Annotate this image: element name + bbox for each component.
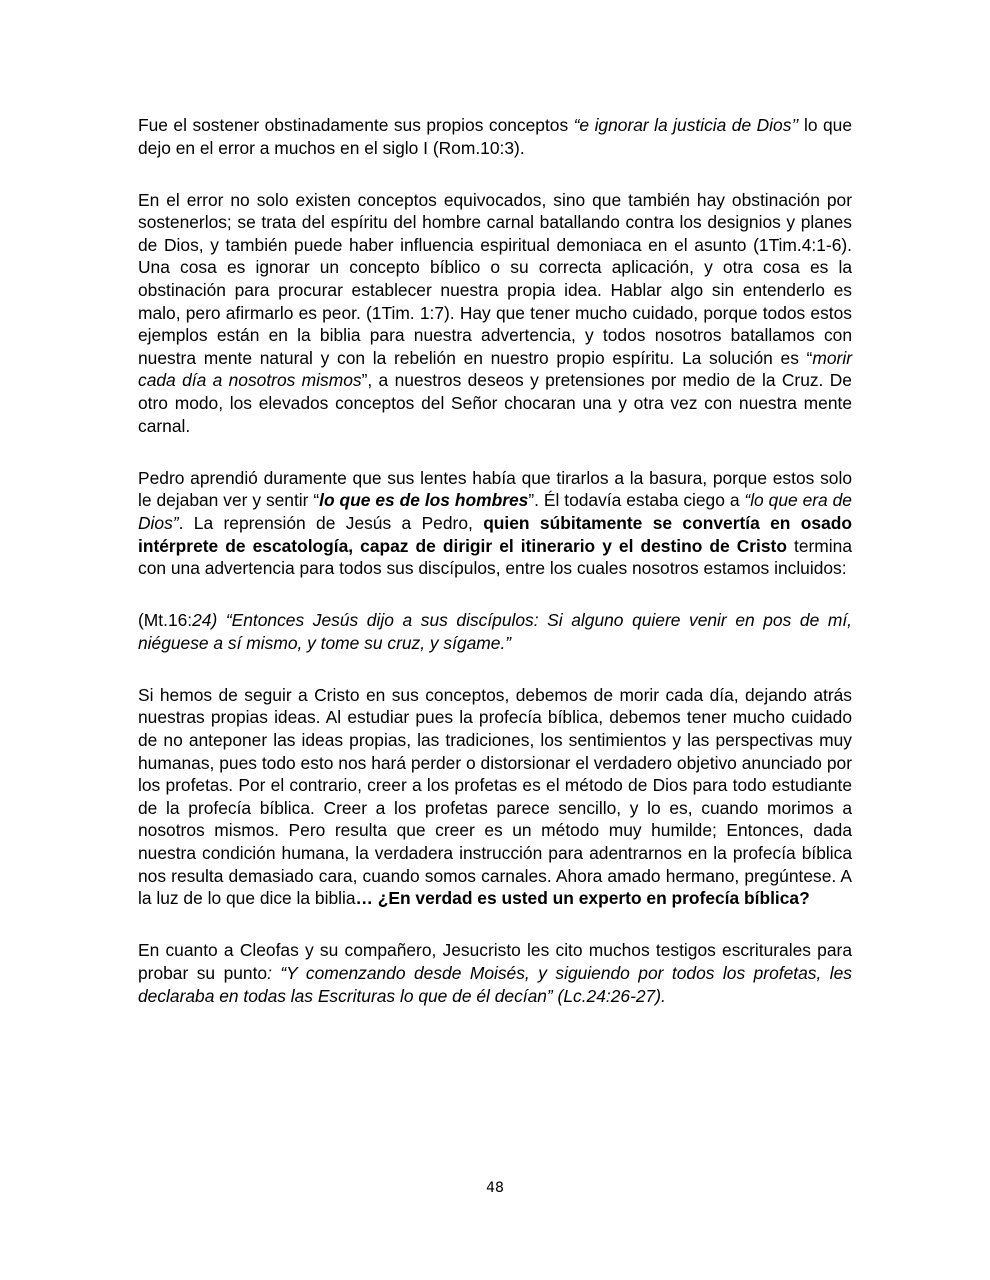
- text-run: lo que dejo en el error a muchos en el siglo I (Rom.10:3).: [138, 115, 852, 158]
- paragraph: [138, 467, 852, 580]
- text-run: En cuanto a Cleofas y su compañero, Jesucristo les cito muchos testigos escriturales para probar su punto: [138, 940, 852, 983]
- bold-text: … ¿En verdad es usted un experto en profecía bíblica?: [355, 888, 810, 909]
- text-run: ”, a nuestros deseos y pretensiones por medio de la Cruz. De otro modo, los elevados conceptos del Señor chocaran una y otra vez con nuestra mente carnal.: [138, 370, 852, 436]
- text-run: Fue el sostener obstinadamente sus propios conceptos: [138, 115, 574, 135]
- paragraph: [138, 114, 852, 159]
- page-number: 48: [486, 1180, 504, 1196]
- text-run: En el error no solo existen conceptos equivocados, sino que también hay obstinación por sostenerlos; se trata del espíritu del hombre carnal batallando contra los designios y planes de Dios, y también puede haber influencia espiritual demoniaca en el asunto (1Tim.4:1-6). Una cosa es ignorar un concepto bíblico o su correcta aplicación, y otra cosa es la obstinación para procurar establecer nuestra propia idea. Hablar algo sin entenderlo es malo, pero afirmarlo es peor. (1Tim. 1:7). Hay que tener mucho cuidado, porque todos estos ejemplos están en la biblia para nuestra advertencia, y todos nosotros batallamos con nuestra mente natural y con la rebelión en nuestro propio espíritu. La solución es “: [138, 189, 852, 368]
- italic-text: “lo que era de Dios”: [138, 490, 852, 533]
- paragraph: [138, 189, 852, 438]
- text-run: . La reprensión de Jesús a Pedro,: [178, 512, 484, 533]
- text-run: (Mt.16:: [138, 610, 193, 631]
- italic-text: 24) “Entonces Jesús dijo a sus discípulos: Si alguno quiere venir en pos de mí, niéguese a sí mismo, y tome su cruz, y sígame.”: [138, 610, 852, 653]
- bold-text: quien súbitamente se convertía en osado intérprete de escatología, capaz de dirigir el itinerario y el destino de Cristo: [138, 512, 852, 556]
- italic-text: : “Y comenzando desde Moisés, y siguiendo por todos los profetas, les declaraba en todas las Escrituras lo que de él decían” (Lc.24:26-27).: [138, 962, 852, 1006]
- italic-text: “e ignorar la justicia de Dios’’: [573, 115, 799, 135]
- bold-italic-text: lo que es de los hombres: [319, 490, 529, 511]
- paragraph: [138, 939, 852, 1007]
- page-body: [138, 114, 852, 1037]
- text-run: ”. Él todavía estaba ciego a: [528, 490, 745, 511]
- paragraph: [138, 609, 852, 654]
- text-run: termina con una advertencia para todos sus discípulos, entre los cuales nosotros estamos incluidos:: [138, 535, 852, 579]
- text-run: Si hemos de seguir a Cristo en sus conceptos, debemos de morir cada día, dejando atrás nuestras propias ideas. Al estudiar pues la profecía bíblica, debemos tener mucho cuidado de no anteponer las ideas propias, las tradiciones, los sentimientos y las perspectivas muy humanas, pues todo esto nos hará perder o distorsionar el verdadero objetivo anunciado por los profetas. Por el contrario, creer a los profetas es el método de Dios para todo estudiante de la profecía bíblica. Creer a los profetas parece sencillo, y lo es, cuando morimos a nosotros mismos. Pero resulta que creer es un método muy humilde; Entonces, dada nuestra condición humana, la verdadera instrucción para adentrarnos en la profecía bíblica nos resulta demasiado cara, cuando somos carnales. Ahora amado hermano, pregúntese. A la luz de lo que dice la biblia: [138, 684, 852, 909]
- text-run: Pedro aprendió duramente que sus lentes había que tirarlos a la basura, porque estos solo le dejaban ver y sentir “: [138, 467, 852, 511]
- italic-text: morir cada día a nosotros mismos: [138, 347, 852, 391]
- paragraph: [138, 684, 852, 910]
